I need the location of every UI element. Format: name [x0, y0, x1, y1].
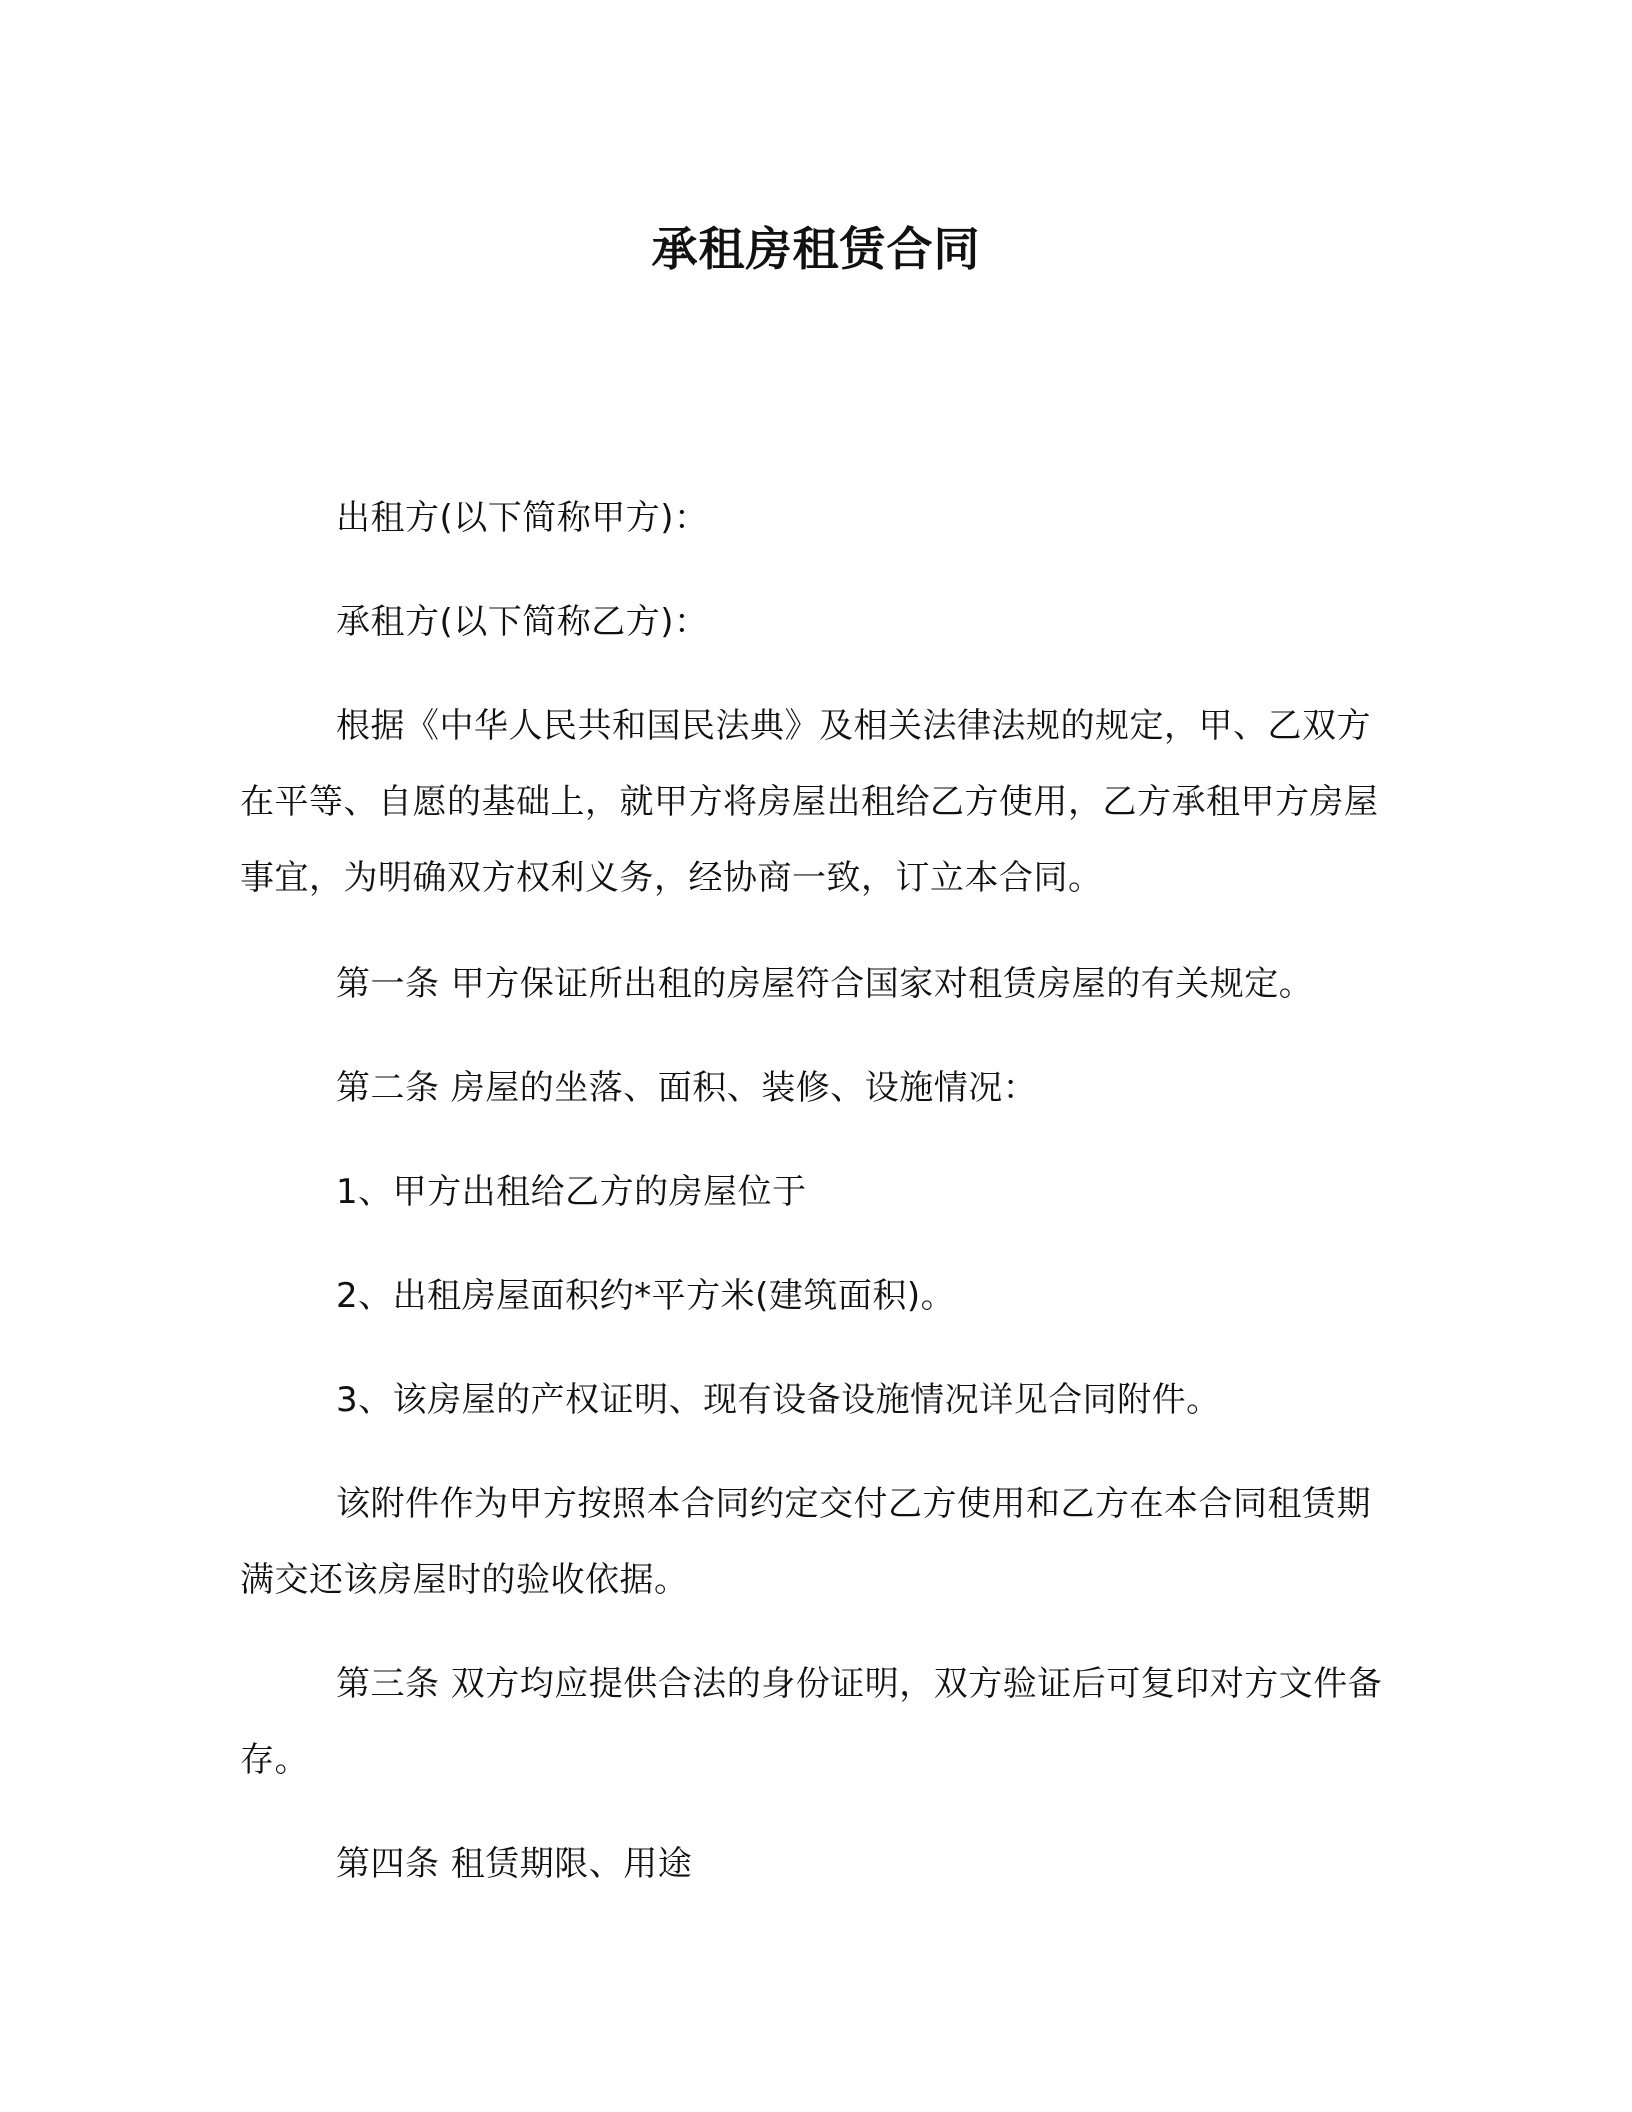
document-title: 承租房租赁合同 [651, 222, 981, 276]
article-2-item-2: 2、出租房屋面积约*平方米(建筑面积)。 [336, 1276, 956, 1316]
attachment-note: 该附件作为甲方按照本合同约定交付乙方使用和乙方在本合同租赁期满交还该房屋时的验收依据。 [240, 1484, 1371, 1600]
party-b-line: 承租方(以下简称乙方)： [336, 602, 709, 642]
article-2: 第二条 房屋的坐落、面积、装修、设施情况： [336, 1068, 1038, 1108]
article-2-item-1: 1、甲方出租给乙方的房屋位于 [336, 1172, 807, 1212]
preamble-paragraph: 根据《中华人民共和国民法典》及相关法律法规的规定，甲、乙双方在平等、自愿的基础上，就甲方将房屋出租给乙方使用，乙方承租甲方房屋事宜，为明确双方权利义务，经协商一致，订立本合同。 [240, 706, 1379, 898]
article-3: 第三条 双方均应提供合法的身份证明，双方验证后可复印对方文件备存。 [240, 1664, 1383, 1780]
article-4: 第四条 租赁期限、用途 [336, 1844, 693, 1884]
article-1: 第一条 甲方保证所出租的房屋符合国家对租赁房屋的有关规定。 [336, 964, 1314, 1004]
party-a-line: 出租方(以下简称甲方)： [336, 498, 709, 538]
article-2-item-3: 3、该房屋的产权证明、现有设备设施情况详见合同附件。 [336, 1380, 1221, 1420]
